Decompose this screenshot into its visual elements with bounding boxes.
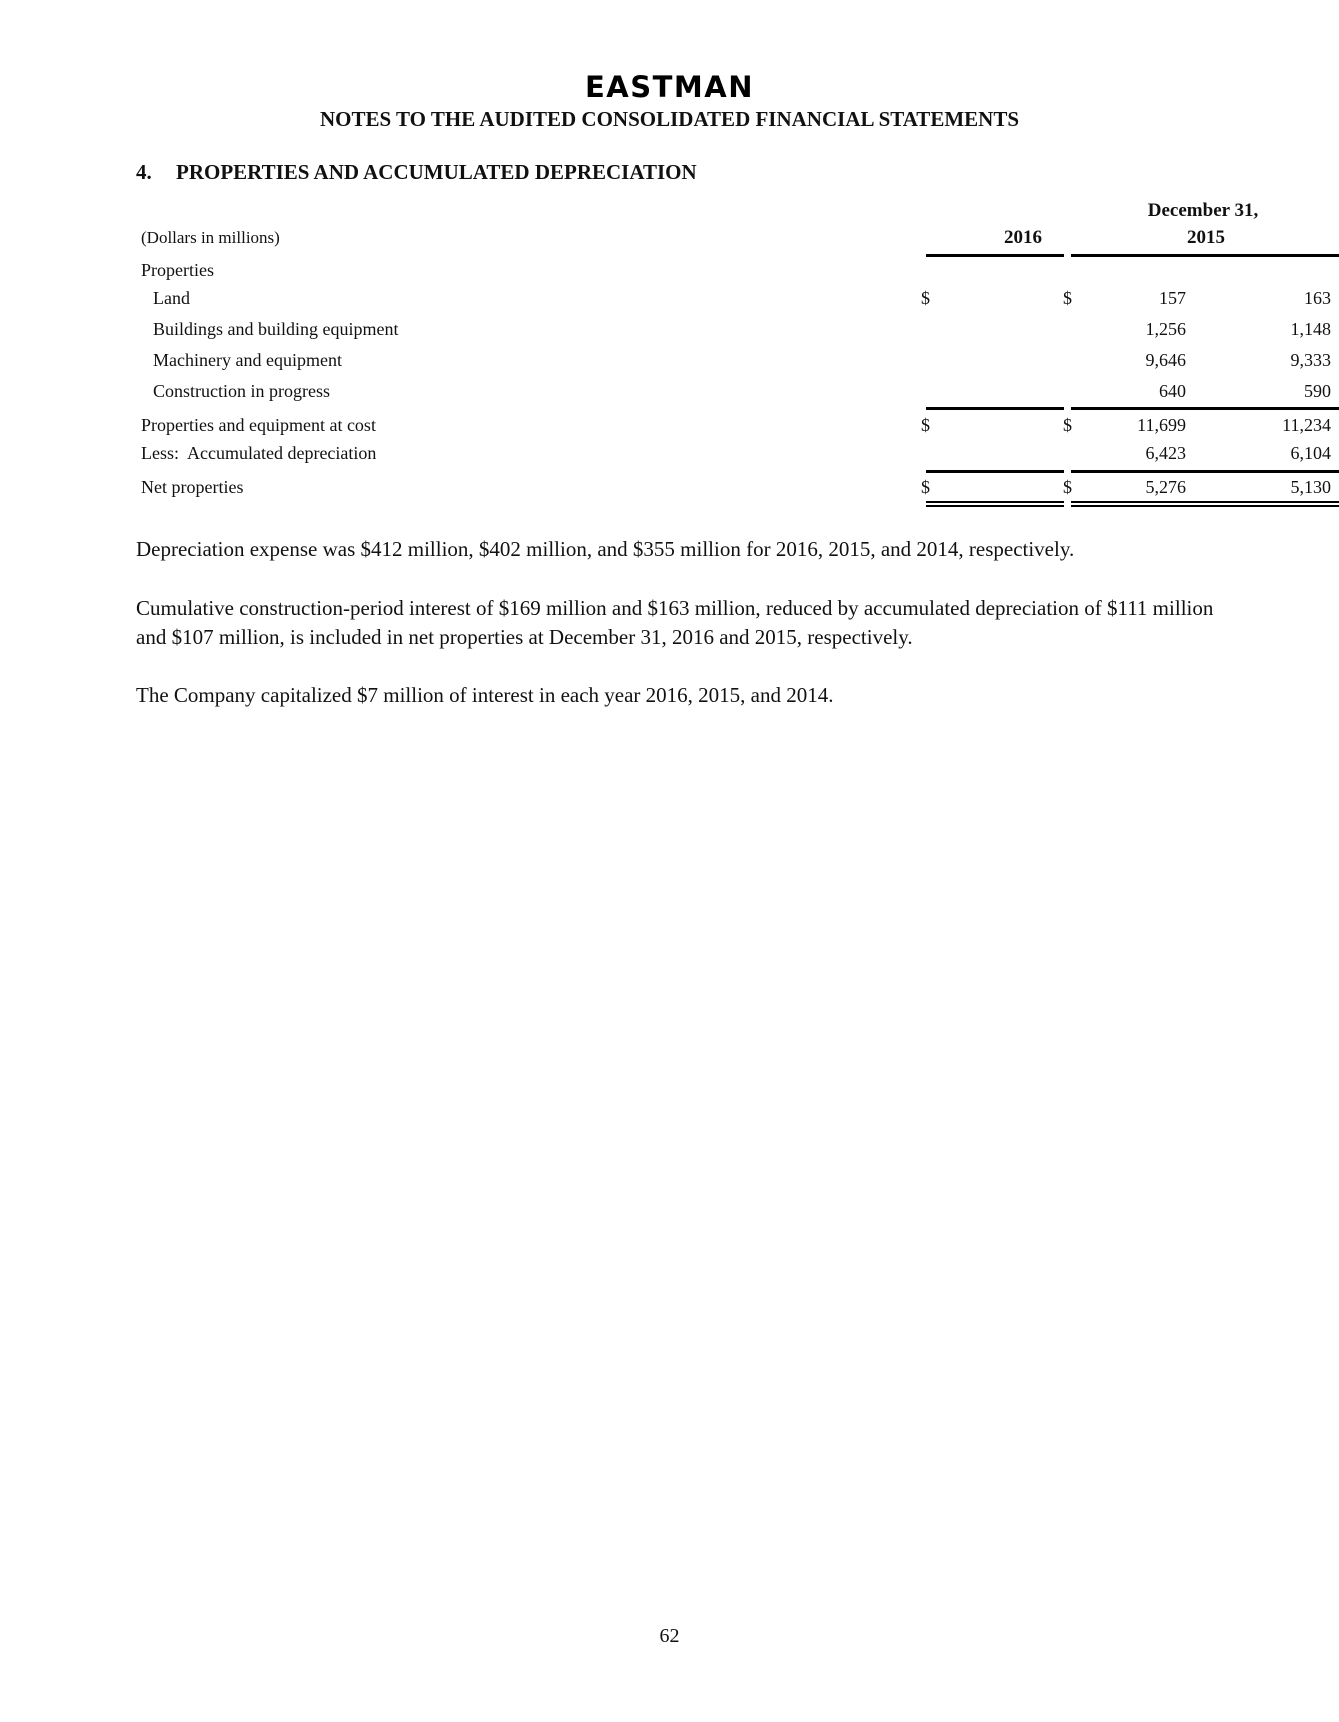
subtotal-rule-2015: [1071, 407, 1339, 410]
eastman-logo: EASTMAN: [585, 70, 754, 104]
construction-2016: 640: [1159, 381, 1186, 401]
net-currency-2015: $: [1063, 477, 1072, 497]
land-2016: 157: [1159, 288, 1186, 308]
header-rule-2015: [1071, 254, 1339, 257]
buildings-2016: 1,256: [1145, 319, 1186, 339]
row-label-buildings: Buildings and building equipment: [153, 319, 399, 339]
year-header-2016: 2016: [1004, 227, 1042, 248]
row-label-subtotal: Properties and equipment at cost: [141, 415, 376, 435]
net-double-rule-2016-a: [926, 501, 1064, 503]
year-header-2015: 2015: [1187, 227, 1225, 248]
section-heading: [136, 160, 697, 185]
net-double-rule-2015-b: [1071, 505, 1339, 507]
section-number: 4.: [136, 160, 152, 184]
properties-table: [141, 200, 1331, 510]
row-label-construction: Construction in progress: [153, 381, 330, 401]
header-rule-2016: [926, 254, 1064, 257]
depreciation-2015: 6,104: [1290, 443, 1331, 463]
date-header: December 31,: [1147, 200, 1259, 221]
machinery-2015: 9,333: [1290, 350, 1331, 370]
net-2015: 5,130: [1290, 477, 1331, 497]
document-title: NOTES TO THE AUDITED CONSOLIDATED FINANCIAL STATEMENTS: [319, 107, 1020, 131]
page-number: 62: [659, 1625, 680, 1647]
subtotal-2015: 11,234: [1282, 415, 1331, 435]
subtotal-2016: 11,699: [1137, 415, 1186, 435]
paragraph-capitalized-interest: The Company capitalized $7 million of interest in each year 2016, 2015, and 2014.: [136, 683, 834, 707]
section-title: PROPERTIES AND ACCUMULATED DEPRECIATION: [176, 160, 697, 184]
net-rule-2015: [1071, 470, 1339, 473]
row-label-machinery: Machinery and equipment: [153, 350, 342, 370]
row-label-accumulated-depreciation: Less: Accumulated depreciation: [141, 443, 377, 463]
net-rule-2016: [926, 470, 1064, 473]
net-2016: 5,276: [1145, 477, 1186, 497]
subtotal-currency-2016: $: [921, 415, 930, 435]
row-label-land: Land: [153, 288, 190, 308]
net-double-rule-2016-b: [926, 505, 1064, 507]
currency-2016: $: [921, 288, 930, 308]
buildings-2015: 1,148: [1290, 319, 1331, 339]
currency-2015: $: [1063, 288, 1072, 308]
group-label-properties: Properties: [141, 260, 214, 280]
net-double-rule-2015-a: [1071, 501, 1339, 503]
unit-label: (Dollars in millions): [141, 228, 280, 247]
net-currency-2016: $: [921, 477, 930, 497]
construction-2015: 590: [1304, 381, 1331, 401]
subtotal-rule-2016: [926, 407, 1064, 410]
machinery-2016: 9,646: [1145, 350, 1186, 370]
depreciation-2016: 6,423: [1145, 443, 1186, 463]
subtotal-currency-2015: $: [1063, 415, 1072, 435]
paragraph-depreciation-expense: Depreciation expense was $412 million, $402 million, and $355 million for 2016, 2015, and 2014, respectively.: [136, 537, 1075, 561]
row-label-net-properties: Net properties: [141, 477, 244, 497]
paragraph-construction-interest: Cumulative construction-period interest of $169 million and $163 million, reduced by accumulated depreciation of $111 million and $107 million, is included in net properties at December 31, 2016 and 2015, respectively.: [136, 596, 1214, 649]
land-2015: 163: [1304, 288, 1331, 308]
